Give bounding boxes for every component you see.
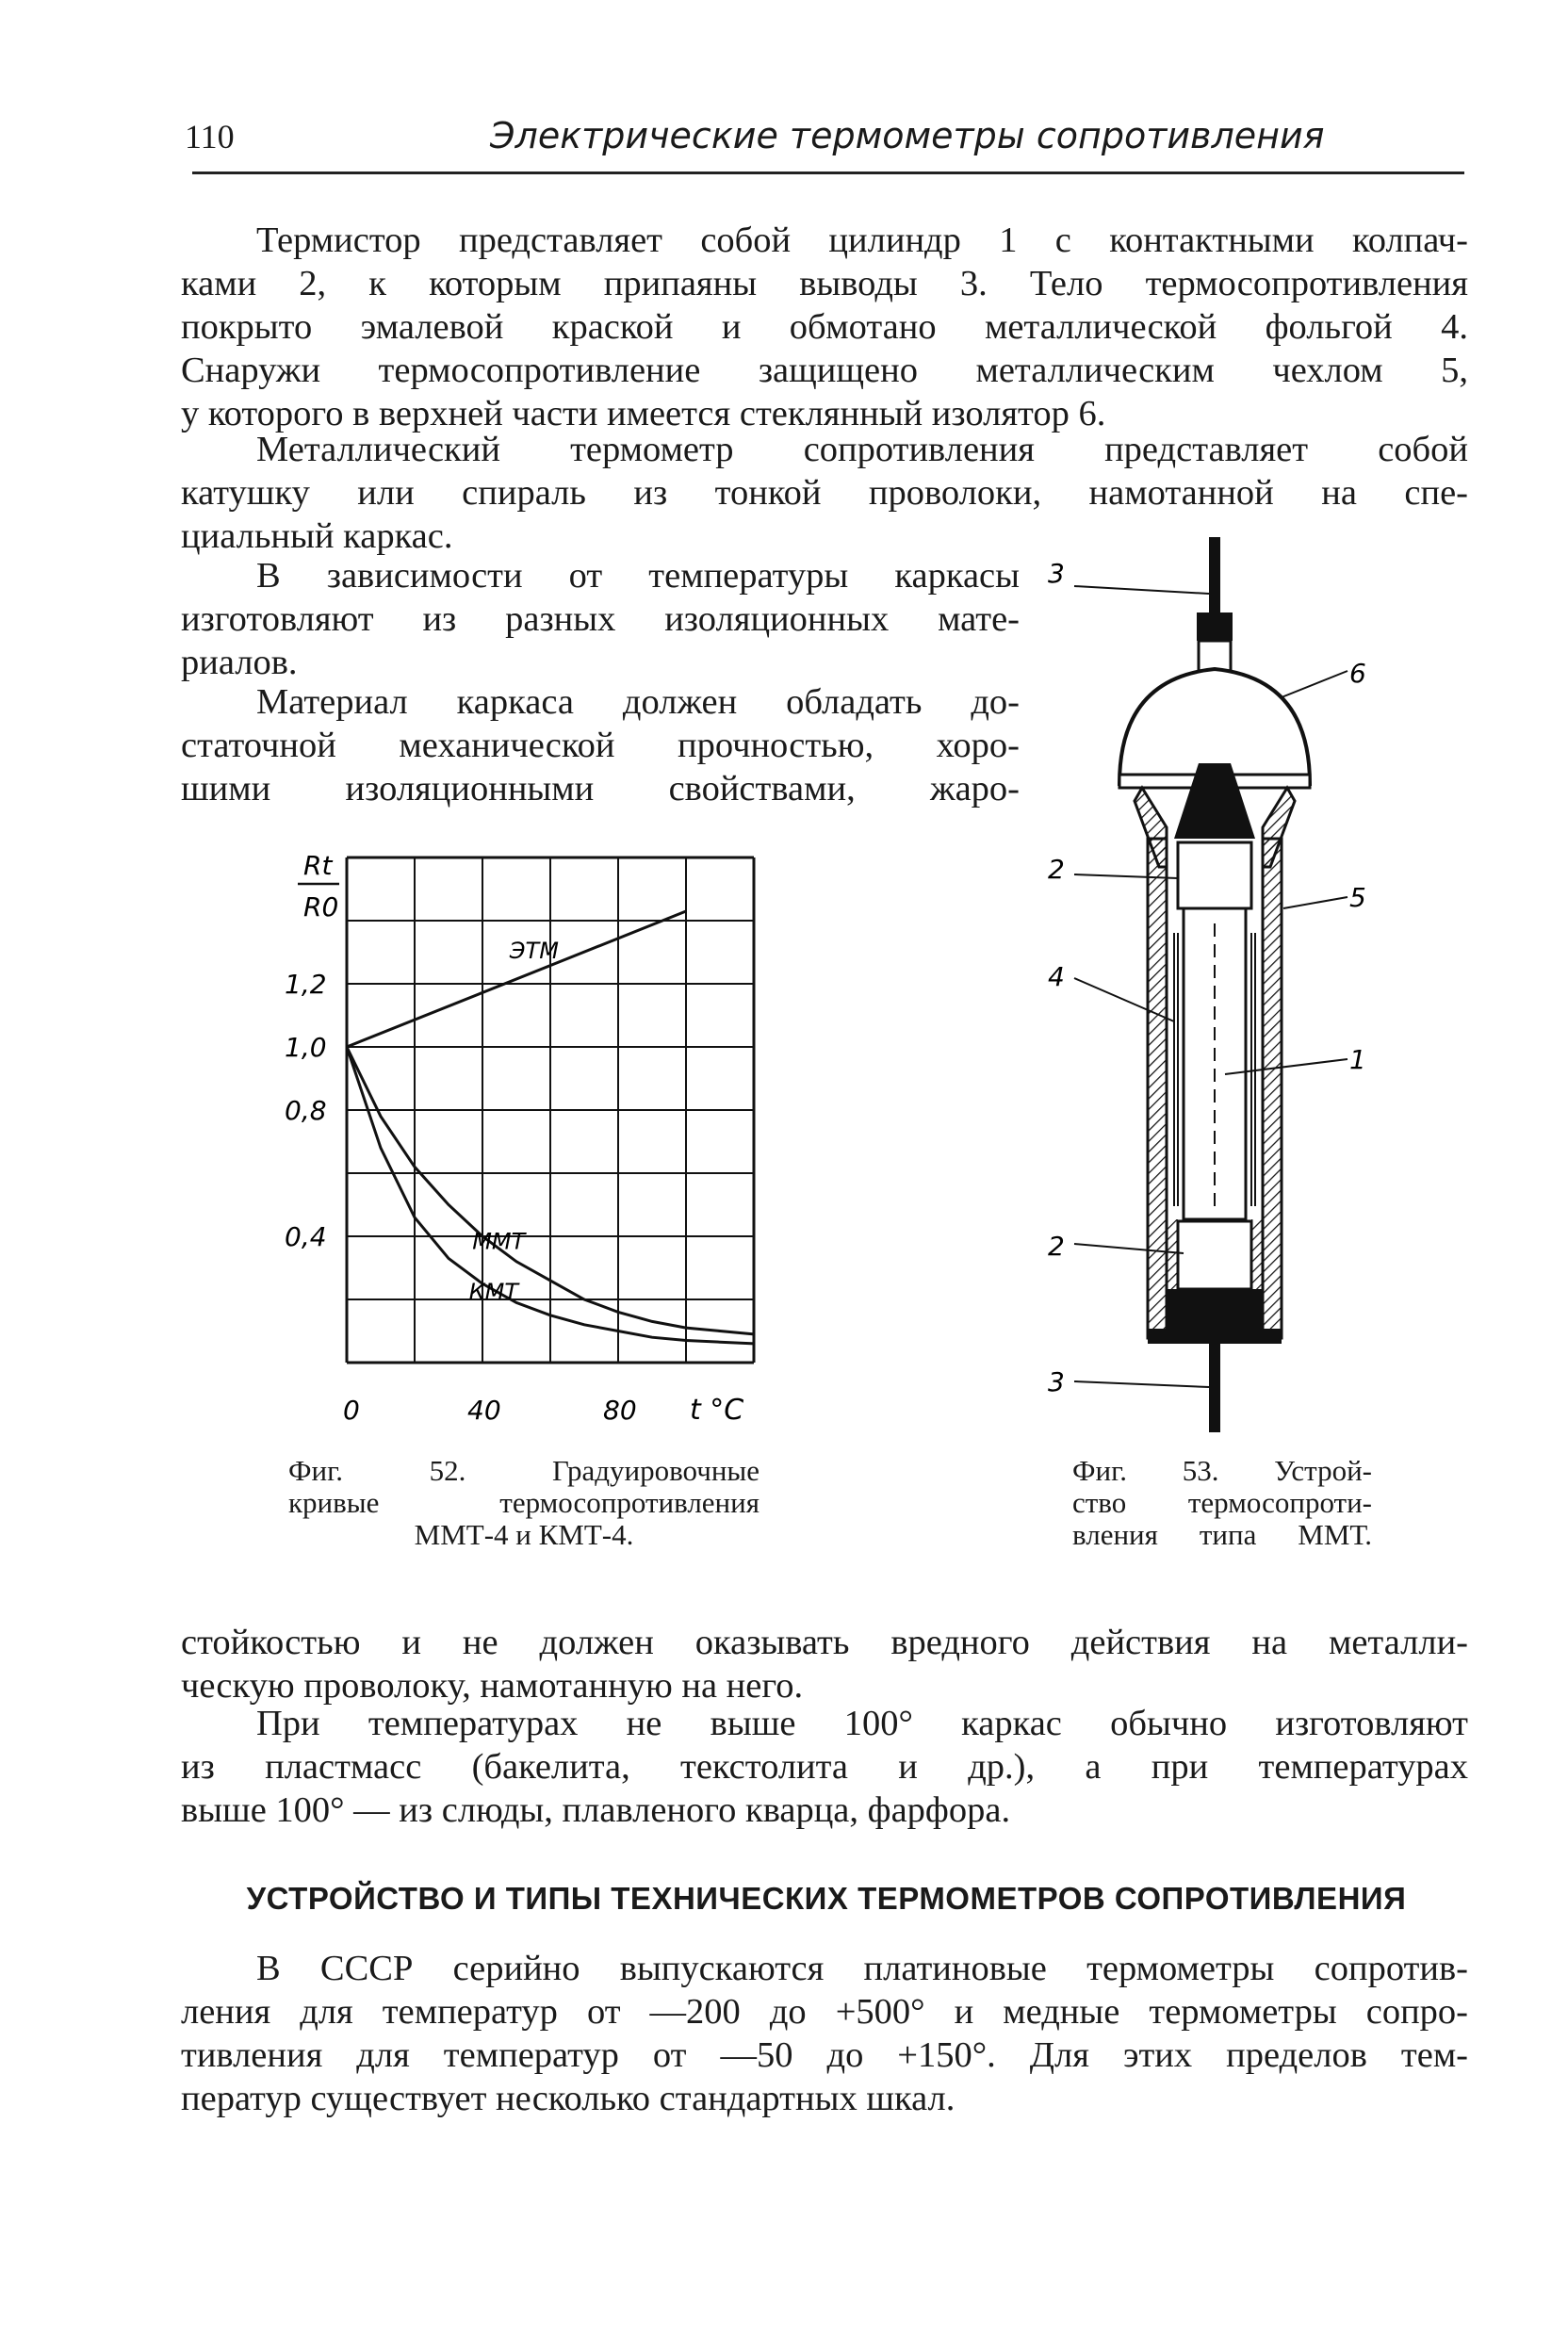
label-insulator: 6 xyxy=(1349,658,1366,689)
y-tick-label: 1,2 xyxy=(285,969,327,1000)
caption-line: ММТ-4 и КМТ-4. xyxy=(414,1518,634,1551)
label-lead-bottom: 3 xyxy=(1048,1366,1065,1397)
text-line: у которого в верхней части имеется стеклянный изолятор 6. xyxy=(181,394,1106,433)
caption-line: ство термосопроти- xyxy=(1072,1486,1372,1519)
y-tick-label: 1,0 xyxy=(285,1032,327,1063)
text-line: циальный каркас. xyxy=(181,516,453,556)
fig52-chart xyxy=(283,844,773,1429)
text-line: стойкостью и не должен оказывать вредного действия на металли- xyxy=(181,1623,1468,1662)
fig52-caption xyxy=(288,1455,760,1551)
page-number: 110 xyxy=(185,118,235,155)
text-line: В СССР серийно выпускаются платиновые термометры сопротив- xyxy=(256,1949,1468,1988)
text-line: тивления для температур от —50 до +150°. Для этих пределов тем- xyxy=(181,2035,1468,2075)
y-tick-label: 0,4 xyxy=(285,1221,327,1252)
metal-case-left xyxy=(1148,839,1167,1338)
text-line: Снаружи термосопротивление защищено металлическим чехлом 5, xyxy=(181,351,1468,390)
paragraph-frame-material xyxy=(181,680,1020,810)
series-label-ММТ: ММТ xyxy=(472,1228,526,1255)
text-line: статочной механической прочностью, хоро- xyxy=(181,726,1020,765)
fig53-device-drawing xyxy=(1037,528,1376,1432)
contact-cap-bottom xyxy=(1178,1221,1251,1289)
caption-line: вления типа ММТ. xyxy=(1072,1518,1372,1551)
caption-line: кривые термосопротивления xyxy=(288,1486,760,1519)
text-line: Термистор представляет собой цилиндр 1 с контактными колпач- xyxy=(256,220,1468,260)
label-case: 5 xyxy=(1349,882,1366,913)
x-tick-label: 80 xyxy=(603,1395,637,1426)
paragraph-frames xyxy=(181,554,1020,684)
x-tick-label: 40 xyxy=(467,1395,501,1426)
label-foil: 4 xyxy=(1048,961,1065,992)
text-line: риалов. xyxy=(181,643,298,682)
text-line: Металлический термометр сопротивления представляет собой xyxy=(256,430,1468,469)
caption-line: Фиг. 52. Градуировочные xyxy=(288,1454,760,1487)
paragraph-ussr xyxy=(181,1947,1468,2120)
lead-sleeve xyxy=(1197,612,1233,641)
text-line: изготовляют из разных изоляционных мате- xyxy=(181,599,1020,639)
header-rule xyxy=(192,172,1464,174)
text-line: ческую проволоку, намотанную на него. xyxy=(181,1666,804,1706)
series-line-ЭТМ xyxy=(347,911,686,1047)
x-tick-label: 0 xyxy=(343,1395,360,1426)
text-line: ления для температур от —200 до +500° и медные термометры сопро- xyxy=(181,1992,1468,2032)
series-label-ЭТМ: ЭТМ xyxy=(509,938,559,965)
text-line: шими изоляционными свойствами, жаро- xyxy=(181,769,1020,808)
lead-top xyxy=(1209,537,1220,612)
section-heading: УСТРОЙСТВО И ТИПЫ ТЕХНИЧЕСКИХ ТЕРМОМЕТРОВ СОПРОТИВЛЕНИЯ xyxy=(246,1881,1407,1916)
label-cap-bottom: 2 xyxy=(1048,1231,1065,1262)
y-axis-label xyxy=(298,850,339,923)
fig53-caption xyxy=(1072,1455,1372,1551)
x-axis-label: t °C xyxy=(690,1394,744,1427)
text-line: катушку или спираль из тонкой проволоки, намотанной на спе- xyxy=(181,473,1468,513)
text-line: выше 100° — из слюды, плавленого кварца, фарфора. xyxy=(181,1790,1011,1830)
text-line: покрыто эмалевой краской и обмотано металлической фольгой 4. xyxy=(181,307,1468,347)
label-lead-top: 3 xyxy=(1048,558,1065,589)
text-line: ператур существует несколько стандартных шкал. xyxy=(181,2079,956,2118)
contact-cap-top xyxy=(1178,842,1251,908)
text-line: При температурах не выше 100° каркас обычно изготовляют xyxy=(256,1704,1468,1743)
paragraph-temperatures xyxy=(181,1702,1468,1832)
y-label-denominator: R0 xyxy=(303,891,339,923)
caption-line: Фиг. 53. Устрой- xyxy=(1072,1454,1372,1487)
y-label-numerator: Rt xyxy=(303,850,333,881)
text-line: ками 2, к которым припаяны выводы 3. Тело термосопротивления xyxy=(181,264,1468,303)
text-line: Материал каркаса должен обладать до- xyxy=(256,682,1020,722)
text-line: из пластмасс (бакелита, текстолита и др.), а при температурах xyxy=(181,1747,1468,1787)
y-tick-label: 0,8 xyxy=(285,1095,327,1126)
series-label-КМТ: КМТ xyxy=(468,1279,519,1305)
paragraph-continuation xyxy=(181,1621,1468,1707)
metal-case-right xyxy=(1263,839,1282,1338)
label-cylinder: 1 xyxy=(1349,1044,1366,1075)
text-line: В зависимости от температуры каркасы xyxy=(256,556,1020,596)
lead-bottom xyxy=(1209,1344,1220,1432)
paragraph-thermistor xyxy=(181,219,1468,435)
solder-bottom xyxy=(1167,1289,1263,1331)
label-cap-top: 2 xyxy=(1048,854,1065,885)
running-title: Электрические термометры сопротивления xyxy=(490,115,1325,156)
